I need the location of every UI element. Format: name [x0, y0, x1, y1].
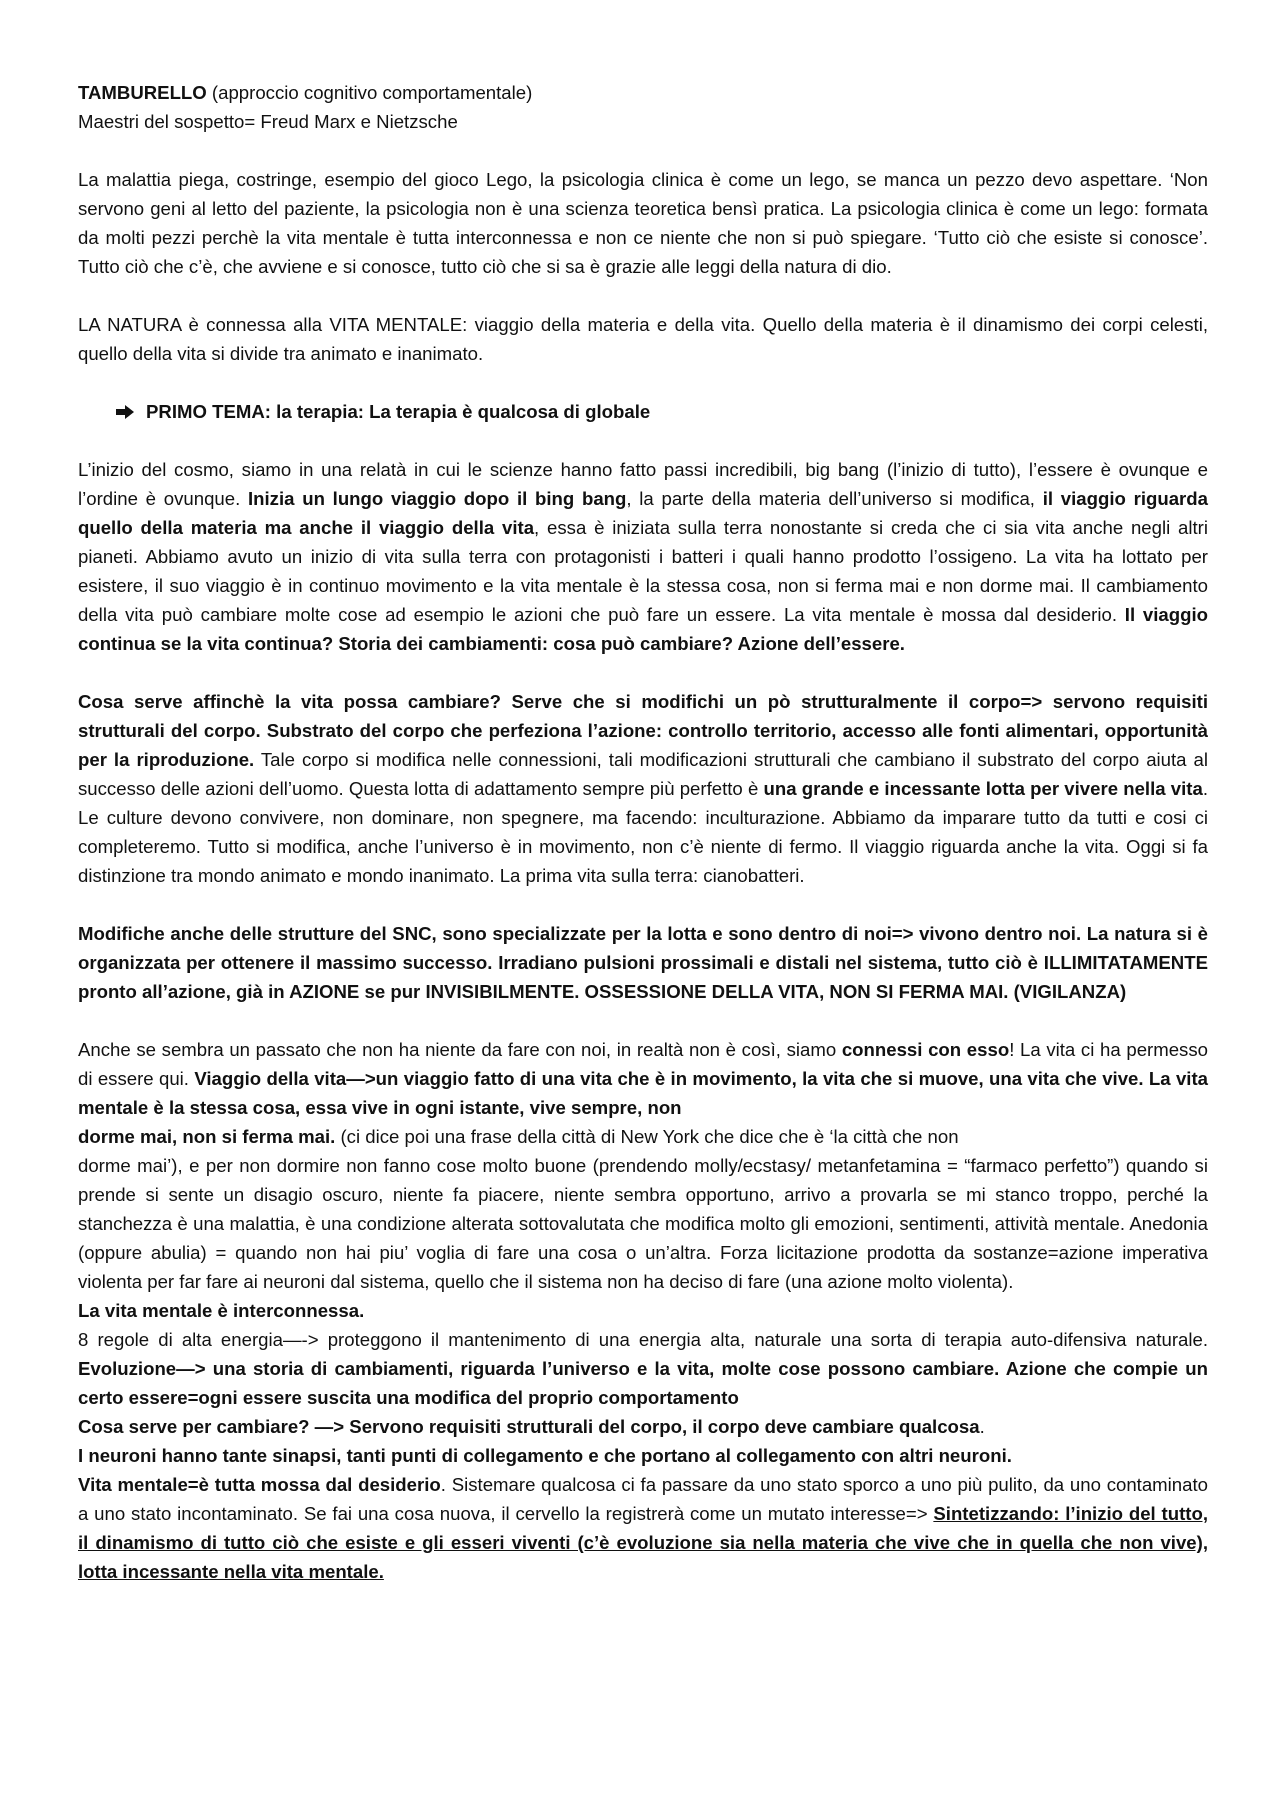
paragraph-6-line-c: dorme mai’), e per non dormire non fanno cose molto buone (prendendo molly/ecstasy/ metanfetamina = “farmaco perfetto”) quando si prende si sente un disagio oscuro, niente fa piacere, niente sembra opportuno, arrivo a provarla se mi stanco troppo, perché la stanchezza è una malattia, è una condizione alterata sottovalutata che modifica molto gli emozioni, sentimenti, attività mentale. Anedonia (oppure abulia) = quando non hai piu’ voglia di fare una cosa o un’altra. Forza licitazione prodotta da sostanze=azione imperativa violenta per far fare ai neuroni dal sistema, quello che il sistema non ha deciso di fare (una azione molto violenta).	[78, 1155, 1208, 1292]
paragraph-6: Anche se sembra un passato che non ha niente da fare con noi, in realtà non è così, siamo connessi con esso! La vita ci ha permesso di essere qui. Viaggio della vita—>un viaggio fatto di una vita che è in movimento, la vita che si muove, una vita che vive. La vita mentale è la stessa cosa, essa vive in ogni istante, vive sempre, non	[78, 1039, 1208, 1118]
document-title	[78, 78, 1208, 107]
theme-heading	[116, 397, 1208, 426]
subtitle-line: Maestri del sospetto= Freud Marx e Nietzsche	[78, 111, 458, 132]
paragraph-4: Cosa serve affinchè la vita possa cambiare? Serve che si modifichi un pò strutturalmente il corpo=> servono requisiti strutturali del corpo. Substrato del corpo che perfeziona l’azione: controllo territorio, accesso alle fonti alimentari, opportunità per la riproduzione. Tale corpo si modifica nelle connessioni, tali modificazioni strutturali che cambiano il substrato del corpo aiuta al successo delle azioni dell’uomo. Questa lotta di adattamento sempre più perfetto è una grande e incessante lotta per vivere nella vita. Le culture devono convivere, non dominare, non spegnere, ma facendo: inculturazione. Abbiamo da imparare tutto da tutti e cosi ci completeremo. Tutto si modifica, anche l’universo è in movimento, non c’è niente di fermo. Il viaggio riguarda anche la vita. Oggi si fa distinzione tra mondo animato e mondo inanimato. La prima vita sulla terra: cianobatteri.	[78, 691, 1208, 886]
title-rest: (approccio cognitivo comportamentale)	[206, 82, 533, 103]
title-bold: TAMBURELLO	[78, 82, 207, 103]
summary-underlined: Sintetizzando: l’inizio del tutto, il dinamismo di tutto ciò che esiste e gli esseri viventi (c’è evoluzione sia nella materia che vive che in quella che non vive), lotta incessante nella vita mentale.	[78, 1503, 1208, 1582]
bold-line-cambiare: Cosa serve per cambiare? —> Servono requisiti strutturali del corpo, il corpo deve cambiare qualcosa.	[78, 1416, 985, 1437]
theme-heading-text: PRIMO TEMA: la terapia: La terapia è qualcosa di globale	[146, 401, 651, 422]
arrow-right-icon	[116, 405, 134, 419]
bold-line-interconnessa: La vita mentale è interconnessa.	[78, 1300, 365, 1321]
paragraph-7: 8 regole di alta energia—-> proteggono il mantenimento di una energia alta, naturale una sorta di terapia auto-difensiva naturale. Evoluzione—> una storia di cambiamenti, riguarda l’universo e la vita, molte cose possono cambiare. Azione che compie un certo essere=ogni essere suscita una modifica del proprio comportamento	[78, 1329, 1208, 1408]
document-page	[78, 78, 1208, 1586]
paragraph-2: LA NATURA è connessa alla VITA MENTALE: viaggio della materia e della vita. Quello della materia è il dinamismo dei corpi celesti, quello della vita si divide tra animato e inanimato.	[78, 314, 1208, 364]
paragraph-3: L’inizio del cosmo, siamo in una relatà in cui le scienze hanno fatto passi incredibili, big bang (l’inizio di tutto), l’essere è ovunque e l’ordine è ovunque. Inizia un lungo viaggio dopo il bing bang, la parte della materia dell’universo si modifica, il viaggio riguarda quello della materia ma anche il viaggio della vita, essa è iniziata sulla terra nonostante si creda che ci sia vita anche negli altri pianeti. Abbiamo avuto un inizio di vita sulla terra con protagonisti i batteri i quali hanno prodotto l’ossigeno. La vita ha lottato per esistere, il suo viaggio è in continuo movimento e la vita mentale è la stessa cosa, non si ferma mai e non dorme mai. Il cambiamento della vita può cambiare molte cose ad esempio le azioni che può fare un essere. La vita mentale è mossa dal desiderio. Il viaggio continua se la vita continua? Storia dei cambiamenti: cosa può cambiare? Azione dell’essere.	[78, 459, 1209, 654]
paragraph-5: Modifiche anche delle strutture del SNC, sono specializzate per la lotta e sono dentro di noi=> vivono dentro noi. La natura si è organizzata per ottenere il massimo successo. Irradiano pulsioni prossimali e distali nel sistema, tutto ciò è ILLIMITATAMENTE pronto all’azione, già in AZIONE se pur INVISIBILMENTE. OSSESSIONE DELLA VITA, NON SI FERMA MAI. (VIGILANZA)	[78, 923, 1208, 1002]
paragraph-1: La malattia piega, costringe, esempio del gioco Lego, la psicologia clinica è come un lego, se manca un pezzo devo aspettare. ‘Non servono geni al letto del paziente, la psicologia non è una scienza teoretica bensì pratica. La psicologia clinica è come un lego: formata da molti pezzi perchè la vita mentale è tutta interconnessa e non ce niente che non si può spiegare. ‘Tutto ciò che esiste si conosce’. Tutto ciò che c’è, che avviene e si conosce, tutto ciò che si sa è grazie alle leggi della natura di dio.	[78, 169, 1208, 277]
bold-line-neuroni: I neuroni hanno tante sinapsi, tanti punti di collegamento e che portano al collegamento con altri neuroni.	[78, 1445, 1012, 1466]
paragraph-8: Vita mentale=è tutta mossa dal desiderio. Sistemare qualcosa ci fa passare da uno stato sporco a uno più pulito, da uno contaminato a uno stato incontaminato. Se fai una cosa nuova, il cervello la registrerà come un mutato interesse=> Sintetizzando: l’inizio del tutto, il dinamismo di tutto ciò che esiste e gli esseri viventi (c’è evoluzione sia nella materia che vive che in quella che non vive), lotta incessante nella vita mentale.	[78, 1474, 1208, 1582]
paragraph-6-line-b: dorme mai, non si ferma mai. (ci dice poi una frase della città di New York che dice che è ‘la città che non	[78, 1126, 959, 1147]
